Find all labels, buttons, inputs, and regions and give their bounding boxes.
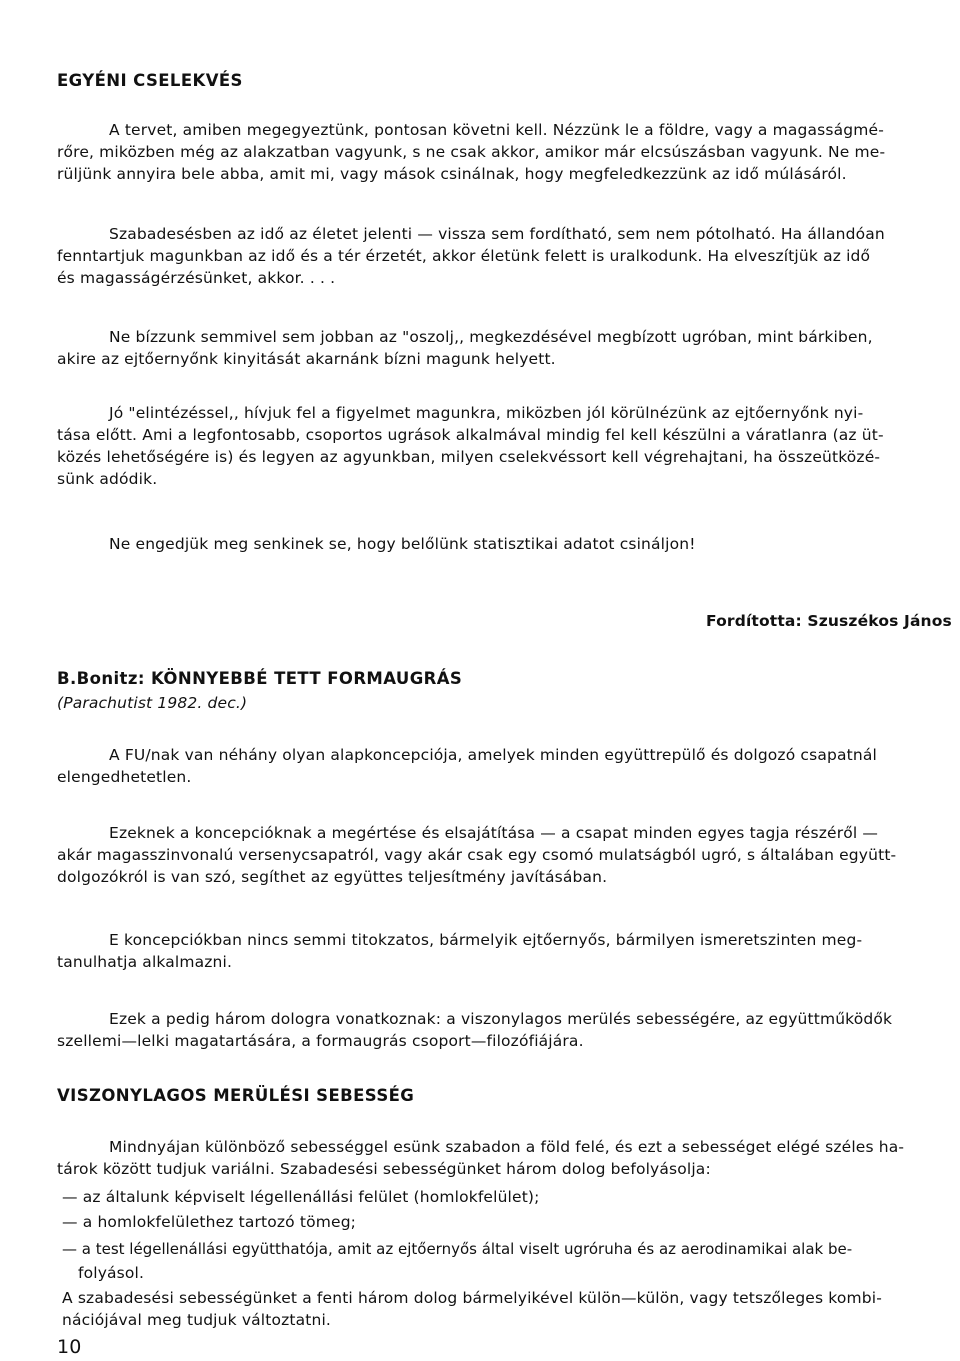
paragraph	[57, 223, 957, 289]
paragraph	[57, 929, 957, 973]
paragraph	[57, 744, 957, 788]
paragraph	[57, 119, 957, 185]
article-source: (Parachutist 1982. dec.)	[57, 694, 248, 712]
translator-credit: Fordította: Szuszékos János	[706, 612, 952, 630]
paragraph-text: Szabadesésben az idő az életet jelenti — vissza sem fordítható, sem nem pótolható. Ha állandóan fenntartjuk magunkban az idő és a tér érzetét, akkor életünk felett is uralkodunk. Ha elveszítjük az idő és magasságérzésünket, akkor. . . .	[57, 225, 885, 287]
paragraph: A szabadesési sebességünket a fenti három dolog bármelyikével külön—külön, vagy tetszőleges kombi- nációjával meg tudjuk változtatni.	[62, 1289, 882, 1329]
list-item: — az általunk képviselt légellenállási felület (homlokfelület);	[62, 1188, 540, 1206]
paragraph	[57, 533, 957, 555]
page-number: 10	[57, 1336, 82, 1358]
paragraph	[57, 402, 957, 490]
paragraph-text: Jó "elintézéssel,, hívjuk fel a figyelmet magunkra, miközben jól körülnézünk az ejtőernyőnk nyi- tása előtt. Ami a legfontosabb, csoportos ugrások alkalmával mindig fel kell készülni a váratlanra (az üt- közés lehetőségére is) és legyen az agyunkban, milyen cselekvéssort kell végrehajtani, ha összeütközé- sünk adódik.	[57, 404, 884, 488]
paragraph-text: Mindnyájan különböző sebességgel esünk szabadon a föld felé, és ezt a sebességet elégé széles ha- tárok között tudjuk variálni. Szabadesési sebességünket három dolog befolyásolja:	[57, 1138, 905, 1178]
paragraph	[57, 822, 957, 888]
paragraph-text: Ezek a pedig három dologra vonatkoznak: a viszonylagos merülés sebességére, az együttműködők szellemi—lelki magatartására, a formaugrás csoport—filozófiájára.	[57, 1010, 893, 1050]
paragraph-text: A tervet, amiben megegyeztünk, pontosan követni kell. Nézzünk le a földre, vagy a magasságmé- rőre, miközben még az alakzatban vagyunk, s ne csak akkor, amikor már elcsúszásban vagyunk. Ne me- rüljünk annyira bele abba, amit mi, vagy mások csinálnak, hogy megfeledkezzünk az idő múlásáról.	[57, 121, 886, 183]
paragraph-text: Ne bízzunk semmivel sem jobban az "oszolj,, megkezdésével megbízott ugróban, mint bárkiben, akire az ejtőernyőnk kinyitását akarnánk bízni magunk helyett.	[57, 328, 873, 368]
list-item-continuation: folyásol.	[78, 1264, 145, 1282]
list-item: — a homlokfelülethez tartozó tömeg;	[62, 1213, 357, 1231]
paragraph	[57, 326, 957, 370]
paragraph-text: Ezeknek a koncepcióknak a megértése és elsajátítása — a csapat minden egyes tagja részéről — akár magasszinvonalú versenycsapatról, vagy akár csak egy csomó mulatságból ugró, s általában együtt- dolgozókról is van szó, segíthet az együttes teljesítmény javításában.	[57, 824, 897, 886]
paragraph-text: E koncepciókban nincs semmi titokzatos, bármelyik ejtőernyős, bármilyen ismeretszinten meg- tanulhatja alkalmazni.	[57, 931, 863, 971]
section-heading-egyeni-cselekves: EGYÉNI CSELEKVÉS	[57, 71, 243, 90]
paragraph-text: Ne engedjük meg senkinek se, hogy belőlünk statisztikai adatot csináljon!	[109, 535, 696, 553]
article-title: B.Bonitz: KÖNNYEBBÉ TETT FORMAUGRÁS	[57, 669, 463, 688]
list-item: — a test légellenállási együtthatója, amit az ejtőernyős által viselt ugróruha és az aerodinamikai alak be-	[62, 1240, 853, 1258]
paragraph	[57, 1136, 957, 1180]
section-heading-merulesi-sebesseg: VISZONYLAGOS MERÜLÉSI SEBESSÉG	[57, 1086, 415, 1105]
paragraph-text: A FU/nak van néhány olyan alapkoncepciója, amelyek minden együttrepülő és dolgozó csapatnál elengedhetetlen.	[57, 746, 877, 786]
paragraph	[57, 1008, 957, 1052]
